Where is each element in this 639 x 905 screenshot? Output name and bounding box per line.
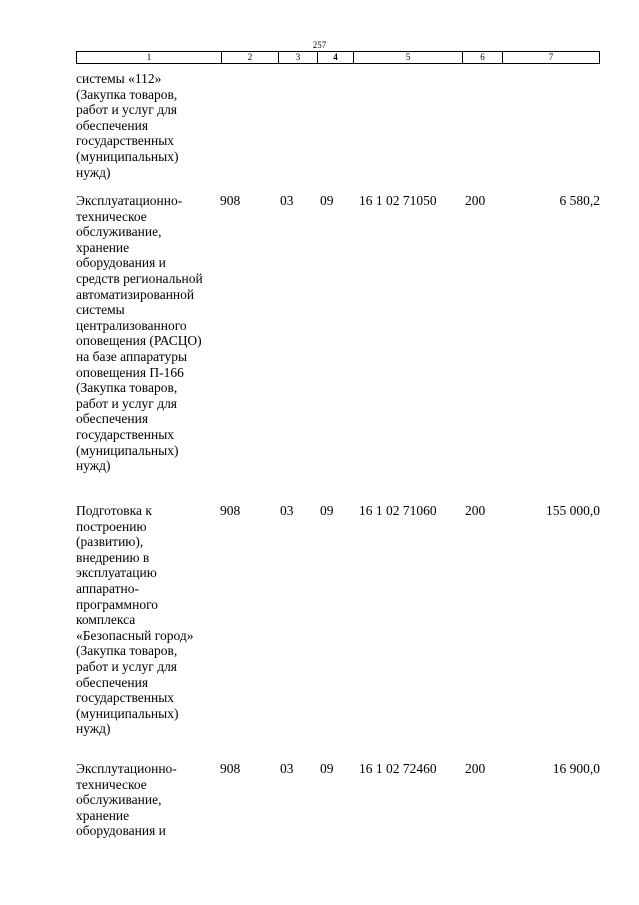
row-subsection: 09 <box>320 761 334 776</box>
row-target-code: 16 1 02 71050 <box>359 193 437 208</box>
row-sum: 155 000,0 <box>546 503 600 518</box>
header-col-6: 6 <box>463 52 503 63</box>
row-admin-code: 908 <box>220 503 241 518</box>
row-name: Подготовка к построению (развитию), внедрению в эксплуатацию аппаратно- программного комплекса «Безопасный город» (Закупка товаров, работ и услуг для обеспечения государственных (муниципальных) нужд) <box>76 503 194 737</box>
row-name: системы «112» (Закупка товаров, работ и услуг для обеспечения государственных (муниципальных) нужд) <box>76 71 179 180</box>
row-section: 03 <box>280 193 294 208</box>
row-expense-type: 200 <box>465 503 486 518</box>
header-col-1: 1 <box>77 52 222 63</box>
page-number: 257 <box>312 40 327 50</box>
row-sum: 6 580,2 <box>559 193 600 208</box>
row-subsection: 09 <box>320 193 334 208</box>
row-expense-type: 200 <box>465 193 486 208</box>
table-header <box>76 51 600 64</box>
row-target-code: 16 1 02 71060 <box>359 503 437 518</box>
header-col-3: 3 <box>279 52 318 63</box>
row-sum: 16 900,0 <box>552 761 600 776</box>
header-col-4: 4 <box>318 52 354 63</box>
row-section: 03 <box>280 761 294 776</box>
row-name: Эксплуатационно- техническое обслуживание, хранение оборудования и средств региональной автоматизированной системы централизованного оповещения (РАСЦО) на базе аппаратуры оповещения П-166 (Закупка товаров, работ и услуг для обеспечения государственных (муниципальных) нужд) <box>76 193 203 474</box>
row-expense-type: 200 <box>465 761 486 776</box>
row-name: Эксплутационно- техническое обслуживание, хранение оборудования и <box>76 761 177 839</box>
row-subsection: 09 <box>320 503 334 518</box>
row-section: 03 <box>280 503 294 518</box>
row-admin-code: 908 <box>220 761 241 776</box>
row-admin-code: 908 <box>220 193 241 208</box>
row-target-code: 16 1 02 72460 <box>359 761 437 776</box>
header-col-5: 5 <box>354 52 463 63</box>
header-col-7: 7 <box>548 52 554 62</box>
header-col-2: 2 <box>222 52 279 63</box>
